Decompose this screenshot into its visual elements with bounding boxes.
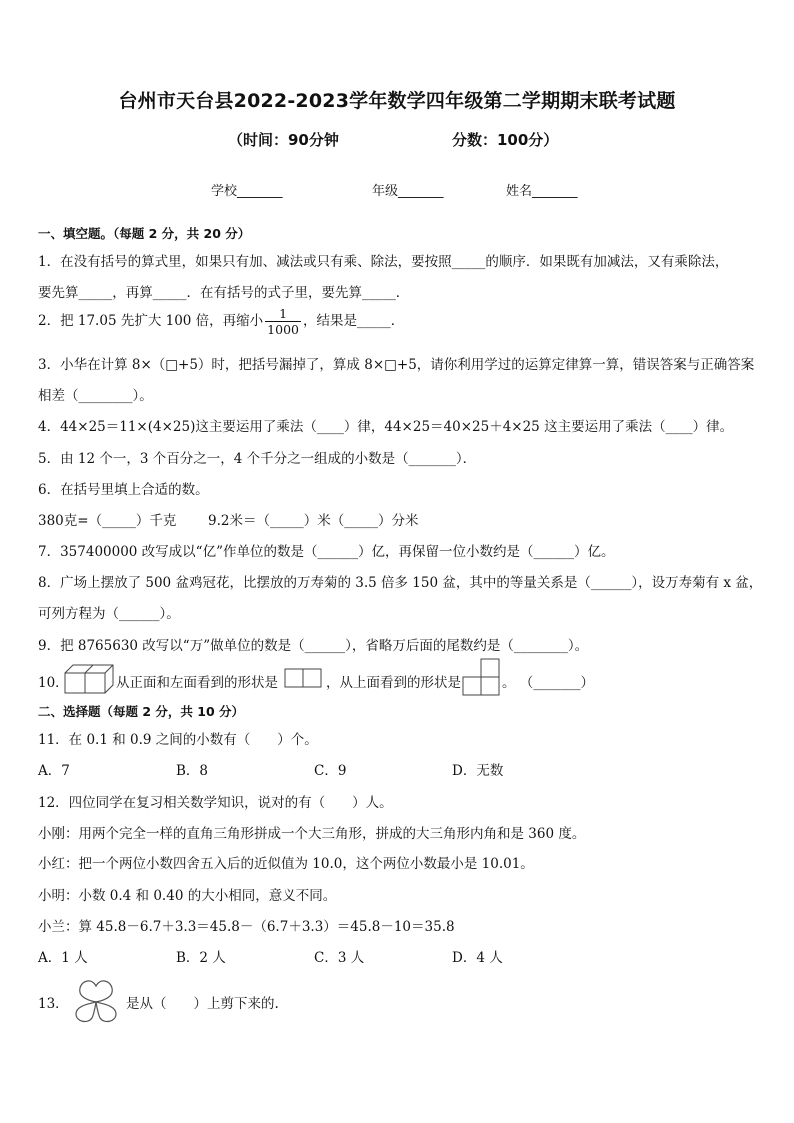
front-left-view-figure (284, 668, 324, 690)
question-10-text-a: 从正面和左面看到的形状是 (116, 675, 278, 691)
fraction-numerator: 1 (265, 306, 301, 322)
exam-time: （时间：90分钟 (228, 131, 339, 149)
question-11-option-c: C．9 (314, 763, 347, 779)
fraction-denominator: 1000 (267, 322, 299, 337)
question-5: 5．由 12 个一，3 个百分之一，4 个千分之一组成的小数是（_______）． (38, 451, 477, 467)
question-6-part-a: 380克=（_____）千克 (38, 513, 177, 529)
question-2-text: 2．把 17.05 先扩大 100 倍，再缩小 (38, 313, 264, 329)
question-12-statement-2: 小红：把一个两位小数四舍五入后的近似值为 10.0，这个两位小数最小是 10.01。 (38, 856, 534, 872)
question-6: 6．在括号里填上合适的数。 (38, 482, 209, 498)
question-11: 11．在 0.1 和 0.9 之间的小数有（ ）个。 (38, 732, 318, 748)
top-view-figure (462, 658, 502, 698)
section-1-title: 一、填空题。（每题 2 分，共 20 分） (38, 226, 251, 241)
question-11-option-b: B．8 (176, 763, 209, 779)
question-4: 4．44×25＝11×(4×25)这主要运用了乘法（____）律，44×25＝40×25＋4×25 这主要运用了乘法（____）律。 (38, 419, 734, 435)
name-field: 姓名_______ (506, 184, 578, 199)
section-2-title: 二、选择题（每题 2 分，共 10 分） (38, 704, 245, 719)
school-field: 学校_______ (211, 184, 283, 199)
question-2 (38, 306, 404, 337)
question-3-line-1: 3．小华在计算 8×（□+5）时，把括号漏掉了，算成 8×□+5，请你利用学过的运算定律算一算，错误答案与正确答案 (38, 357, 755, 373)
question-13-text: 是从（ ）上剪下来的. (126, 996, 279, 1012)
cube-solid-figure (64, 664, 114, 694)
question-12-statement-4: 小兰：算 45.8－6.7＋3.3＝45.8－（6.7＋3.3）＝45.8－10＝35.8 (38, 919, 455, 935)
question-7: 7．357400000 改写成以“亿”作单位的数是（______）亿，再保留一位小数约是（______）亿。 (38, 544, 615, 560)
question-2-tail: ，结果是_____． (302, 313, 405, 329)
clover-shape-figure (68, 976, 124, 1028)
grade-field: 年级_______ (372, 184, 444, 199)
question-1-line-1: 1．在没有括号的算式里，如果只有加、减法或只有乘、除法，要按照_____的顺序．如果既有加减法，又有乘除法， (38, 254, 729, 270)
question-12-option-a: A．1 人 (38, 950, 88, 966)
question-3-line-2: 相差（________）。 (38, 388, 153, 404)
question-10-answer: 。 （_______） (502, 675, 595, 691)
question-1-line-2: 要先算_____，再算_____．在有括号的式子里，要先算_____． (38, 285, 410, 301)
question-12-statement-1: 小刚：用两个完全一样的直角三角形拼成一个大三角形，拼成的大三角形内角和是 360 度。 (38, 826, 586, 842)
question-8-line-1: 8．广场上摆放了 500 盆鸡冠花，比摆放的万寿菊的 3.5 倍多 150 盆，其中的等量关系是（______），设万寿菊有 x 盆， (38, 575, 763, 591)
question-8-line-2: 可列方程为（______）。 (38, 606, 180, 622)
exam-score: 分数：100分） (452, 131, 559, 149)
question-10-text-b: ，从上面看到的形状是 (326, 675, 461, 691)
question-11-option-d: D．无数 (452, 763, 504, 779)
question-11-option-a: A．7 (38, 763, 70, 779)
question-12-statement-3: 小明：小数 0.4 和 0.40 的大小相同，意义不同。 (38, 888, 337, 904)
question-10-number: 10． (38, 675, 69, 691)
question-12-option-d: D．4 人 (452, 950, 503, 966)
fraction (265, 306, 301, 337)
question-9: 9．把 8765630 改写以“万”做单位的数是（______），省略万后面的尾数约是（________）。 (38, 638, 589, 654)
question-6-part-b: 9.2米＝（_____）米（_____）分米 (208, 513, 419, 529)
question-12-option-b: B．2 人 (176, 950, 226, 966)
question-12: 12．四位同学在复习相关数学知识，说对的有（ ）人。 (38, 795, 393, 811)
page-title: 台州市天台县2022-2023学年数学四年级第二学期期末联考试题 (118, 90, 676, 112)
question-13-number: 13． (38, 996, 69, 1012)
question-12-option-c: C．3 人 (314, 950, 365, 966)
